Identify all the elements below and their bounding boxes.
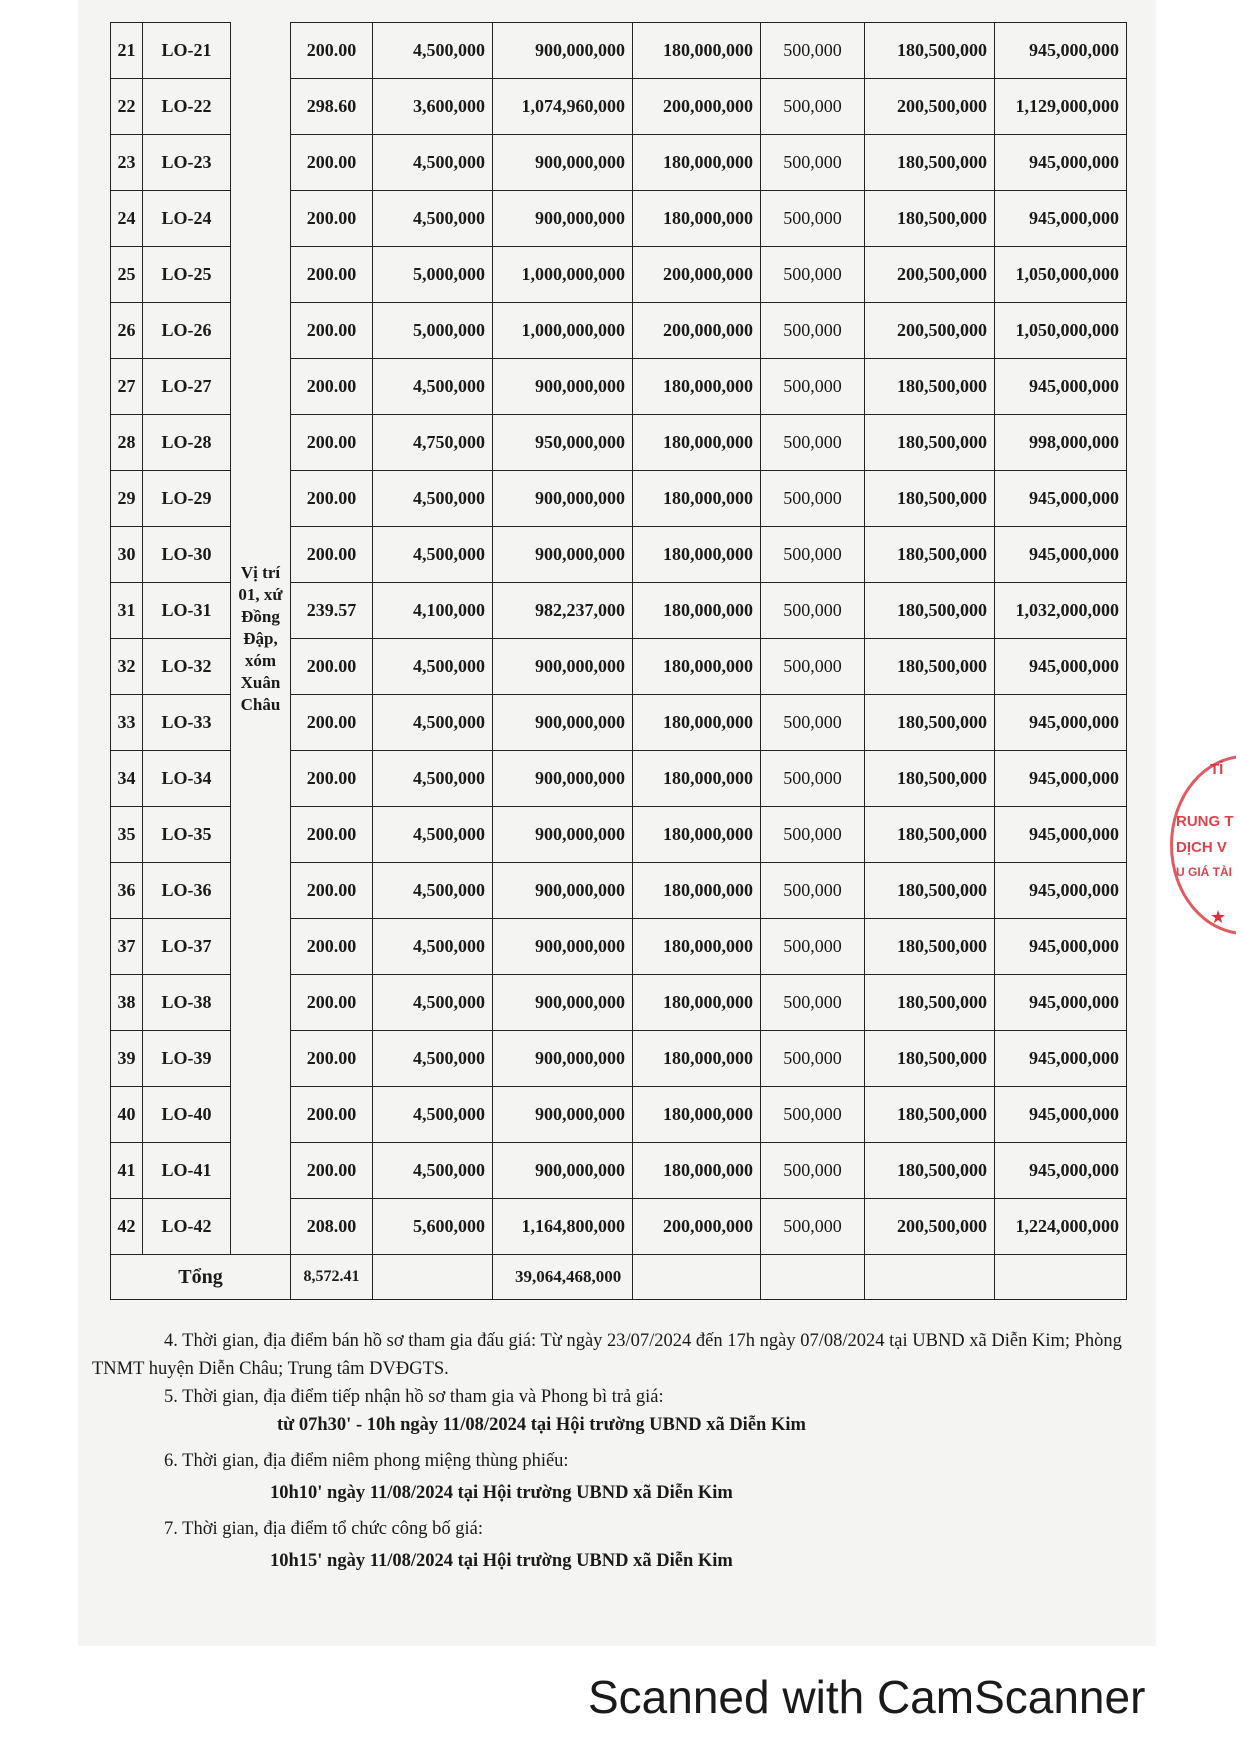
total-starting-price: 39,064,468,000 (493, 1255, 633, 1300)
lot-code: LO-33 (143, 695, 231, 751)
table-row (111, 191, 1127, 247)
location-cell (231, 1199, 291, 1255)
total-payable-cell: 200,500,000 (865, 1199, 995, 1255)
row-number: 34 (111, 751, 143, 807)
location-cell (231, 1087, 291, 1143)
land-tax-cell: 1,032,000,000 (995, 583, 1127, 639)
land-tax-cell: 1,050,000,000 (995, 247, 1127, 303)
location-cell (231, 135, 291, 191)
deposit-cell: 180,000,000 (633, 359, 761, 415)
area-cell: 200.00 (291, 1087, 373, 1143)
table-row (111, 863, 1127, 919)
table-row (111, 527, 1127, 583)
total-payable-cell: 180,500,000 (865, 639, 995, 695)
deposit-cell: 180,000,000 (633, 471, 761, 527)
location-cell (231, 975, 291, 1031)
note-4-text: 4. Thời gian, địa điểm bán hồ sơ tham gia đấu giá: Từ ngày 23/07/2024 đến 17h ngày 07/08/2024 tại UBND xã Diễn Kim; Phòng TNMT huyện Diễn Châu; Trung tâm DVĐGTS. (92, 1331, 1122, 1379)
table-row (111, 79, 1127, 135)
area-cell: 208.00 (291, 1199, 373, 1255)
deposit-cell: 200,000,000 (633, 1199, 761, 1255)
total-payable-cell: 180,500,000 (865, 975, 995, 1031)
location-line: Đồng (241, 606, 280, 626)
lot-code: LO-31 (143, 583, 231, 639)
land-tax-cell: 945,000,000 (995, 471, 1127, 527)
total-payable-cell: 180,500,000 (865, 359, 995, 415)
starting-price-cell: 900,000,000 (493, 527, 633, 583)
starting-price-cell: 900,000,000 (493, 919, 633, 975)
total-label: Tổng (111, 1255, 291, 1300)
land-tax-cell: 945,000,000 (995, 23, 1127, 79)
note-4 (92, 1327, 1132, 1383)
location-cell (231, 359, 291, 415)
row-number: 37 (111, 919, 143, 975)
deposit-cell: 180,000,000 (633, 751, 761, 807)
area-cell: 200.00 (291, 135, 373, 191)
unit-price-cell: 4,500,000 (373, 975, 493, 1031)
starting-price-cell: 900,000,000 (493, 695, 633, 751)
table-row (111, 471, 1127, 527)
location-cell (231, 527, 291, 751)
deposit-cell: 180,000,000 (633, 919, 761, 975)
dossier-fee-cell: 500,000 (761, 79, 865, 135)
land-tax-cell: 945,000,000 (995, 863, 1127, 919)
area-cell: 200.00 (291, 863, 373, 919)
total-deposit (633, 1255, 761, 1300)
unit-price-cell: 3,600,000 (373, 79, 493, 135)
deposit-cell: 180,000,000 (633, 975, 761, 1031)
location-cell (231, 751, 291, 807)
starting-price-cell: 900,000,000 (493, 23, 633, 79)
starting-price-cell: 1,000,000,000 (493, 303, 633, 359)
location-cell (231, 863, 291, 919)
lot-code: LO-36 (143, 863, 231, 919)
dossier-fee-cell: 500,000 (761, 415, 865, 471)
row-number: 29 (111, 471, 143, 527)
dossier-fee-cell: 500,000 (761, 863, 865, 919)
starting-price-cell: 900,000,000 (493, 975, 633, 1031)
unit-price-cell: 4,500,000 (373, 1087, 493, 1143)
lot-table (110, 22, 1127, 1300)
total-payable-cell: 180,500,000 (865, 1143, 995, 1199)
area-cell: 200.00 (291, 807, 373, 863)
total-payable-cell: 180,500,000 (865, 863, 995, 919)
starting-price-cell: 982,237,000 (493, 583, 633, 639)
lot-code: LO-21 (143, 23, 231, 79)
deposit-cell: 180,000,000 (633, 527, 761, 583)
land-tax-cell: 945,000,000 (995, 807, 1127, 863)
deposit-cell: 180,000,000 (633, 191, 761, 247)
table-row (111, 359, 1127, 415)
row-number: 39 (111, 1031, 143, 1087)
star-icon: ★ (1210, 907, 1227, 927)
deposit-cell: 180,000,000 (633, 695, 761, 751)
land-tax-cell: 1,050,000,000 (995, 303, 1127, 359)
row-number: 33 (111, 695, 143, 751)
total-land-tax (995, 1255, 1127, 1300)
total-payable-cell: 180,500,000 (865, 751, 995, 807)
total-payable-cell: 180,500,000 (865, 191, 995, 247)
stamp-text: DỊCH V (1176, 839, 1227, 856)
dossier-fee-cell: 500,000 (761, 975, 865, 1031)
table-row (111, 807, 1127, 863)
unit-price-cell: 4,500,000 (373, 863, 493, 919)
area-cell: 200.00 (291, 751, 373, 807)
land-tax-cell: 945,000,000 (995, 639, 1127, 695)
total-payable-cell: 180,500,000 (865, 1031, 995, 1087)
dossier-fee-cell: 500,000 (761, 807, 865, 863)
unit-price-cell: 5,000,000 (373, 303, 493, 359)
unit-price-cell: 4,500,000 (373, 471, 493, 527)
lot-code: LO-27 (143, 359, 231, 415)
lot-code: LO-34 (143, 751, 231, 807)
deposit-cell: 180,000,000 (633, 807, 761, 863)
unit-price-cell: 4,500,000 (373, 135, 493, 191)
stamp-text: U GIÁ TÀI (1176, 865, 1232, 879)
total-area: 8,572.41 (291, 1255, 373, 1300)
dossier-fee-cell: 500,000 (761, 471, 865, 527)
note-7: 7. Thời gian, địa điểm tổ chức công bố giá: (164, 1519, 483, 1539)
land-tax-cell: 945,000,000 (995, 1143, 1127, 1199)
dossier-fee-cell: 500,000 (761, 1031, 865, 1087)
dossier-fee-cell: 500,000 (761, 583, 865, 639)
deposit-cell: 180,000,000 (633, 1087, 761, 1143)
location-line: 01, xứ (238, 584, 283, 604)
lot-code: LO-35 (143, 807, 231, 863)
dossier-fee-cell: 500,000 (761, 1087, 865, 1143)
total-payable-cell: 180,500,000 (865, 919, 995, 975)
unit-price-cell: 4,500,000 (373, 751, 493, 807)
unit-price-cell: 4,500,000 (373, 191, 493, 247)
location-line: xóm (244, 650, 277, 670)
land-tax-cell: 945,000,000 (995, 527, 1127, 583)
table-row (111, 415, 1127, 471)
land-tax-cell: 998,000,000 (995, 415, 1127, 471)
row-number: 27 (111, 359, 143, 415)
starting-price-cell: 900,000,000 (493, 807, 633, 863)
unit-price-cell: 4,500,000 (373, 23, 493, 79)
note-6: 6. Thời gian, địa điểm niêm phong miệng thùng phiếu: (164, 1451, 569, 1471)
total-payable-cell: 180,500,000 (865, 695, 995, 751)
row-number: 30 (111, 527, 143, 583)
land-tax-cell: 945,000,000 (995, 359, 1127, 415)
dossier-fee-cell: 500,000 (761, 527, 865, 583)
area-cell: 298.60 (291, 79, 373, 135)
lot-code: LO-40 (143, 1087, 231, 1143)
unit-price-cell: 4,100,000 (373, 583, 493, 639)
lot-code: LO-38 (143, 975, 231, 1031)
area-cell: 200.00 (291, 639, 373, 695)
total-payable-cell: 180,500,000 (865, 527, 995, 583)
total-payable-cell: 180,500,000 (865, 415, 995, 471)
lot-code: LO-39 (143, 1031, 231, 1087)
starting-price-cell: 950,000,000 (493, 415, 633, 471)
starting-price-cell: 900,000,000 (493, 1031, 633, 1087)
note-5: 5. Thời gian, địa điểm tiếp nhận hồ sơ tham gia và Phong bì trả giá: (164, 1387, 664, 1407)
location-cell (231, 807, 291, 863)
row-number: 41 (111, 1143, 143, 1199)
total-payable-cell: 180,500,000 (865, 23, 995, 79)
lot-code: LO-28 (143, 415, 231, 471)
table-row (111, 247, 1127, 303)
location-cell (231, 919, 291, 975)
note-6-detail: 10h10' ngày 11/08/2024 tại Hội trường UBND xã Diễn Kim (270, 1483, 733, 1503)
area-cell: 200.00 (291, 527, 373, 583)
note-7-detail: 10h15' ngày 11/08/2024 tại Hội trường UBND xã Diễn Kim (270, 1551, 733, 1571)
area-cell: 200.00 (291, 1031, 373, 1087)
row-number: 40 (111, 1087, 143, 1143)
land-tax-cell: 945,000,000 (995, 135, 1127, 191)
note-5-detail: từ 07h30' - 10h ngày 11/08/2024 tại Hội trường UBND xã Diễn Kim (277, 1415, 806, 1435)
land-tax-cell: 1,129,000,000 (995, 79, 1127, 135)
starting-price-cell: 1,164,800,000 (493, 1199, 633, 1255)
deposit-cell: 180,000,000 (633, 639, 761, 695)
area-cell: 200.00 (291, 975, 373, 1031)
row-number: 35 (111, 807, 143, 863)
location-cell (231, 415, 291, 471)
total-payable-cell: 200,500,000 (865, 79, 995, 135)
row-number: 28 (111, 415, 143, 471)
row-number: 36 (111, 863, 143, 919)
row-number: 24 (111, 191, 143, 247)
location-line: Châu (240, 694, 281, 714)
total-payable-cell: 200,500,000 (865, 247, 995, 303)
lot-code: LO-26 (143, 303, 231, 359)
table-row (111, 751, 1127, 807)
unit-price-cell: 4,500,000 (373, 639, 493, 695)
dossier-fee-cell: 500,000 (761, 751, 865, 807)
unit-price-cell: 5,600,000 (373, 1199, 493, 1255)
deposit-cell: 180,000,000 (633, 23, 761, 79)
dossier-fee-cell: 500,000 (761, 23, 865, 79)
total-dossier-fee (761, 1255, 865, 1300)
lot-code: LO-41 (143, 1143, 231, 1199)
land-tax-cell: 945,000,000 (995, 975, 1127, 1031)
deposit-cell: 180,000,000 (633, 583, 761, 639)
dossier-fee-cell: 500,000 (761, 1199, 865, 1255)
total-payable-cell: 200,500,000 (865, 303, 995, 359)
stamp-text: TỈ (1210, 761, 1224, 778)
unit-price-cell: 4,500,000 (373, 919, 493, 975)
starting-price-cell: 900,000,000 (493, 191, 633, 247)
area-cell: 200.00 (291, 919, 373, 975)
starting-price-cell: 900,000,000 (493, 471, 633, 527)
dossier-fee-cell: 500,000 (761, 1143, 865, 1199)
deposit-cell: 180,000,000 (633, 415, 761, 471)
table-row (111, 1199, 1127, 1255)
total-payable-cell: 180,500,000 (865, 135, 995, 191)
row-number: 38 (111, 975, 143, 1031)
deposit-cell: 200,000,000 (633, 79, 761, 135)
unit-price-cell: 4,500,000 (373, 359, 493, 415)
table-row (111, 975, 1127, 1031)
deposit-cell: 180,000,000 (633, 1143, 761, 1199)
starting-price-cell: 1,000,000,000 (493, 247, 633, 303)
land-tax-cell: 1,224,000,000 (995, 1199, 1127, 1255)
table-row (111, 1031, 1127, 1087)
area-cell: 239.57 (291, 583, 373, 639)
location-cell (231, 303, 291, 359)
total-unit-price (373, 1255, 493, 1300)
dossier-fee-cell: 500,000 (761, 359, 865, 415)
area-cell: 200.00 (291, 23, 373, 79)
lot-code: LO-42 (143, 1199, 231, 1255)
deposit-cell: 200,000,000 (633, 247, 761, 303)
starting-price-cell: 900,000,000 (493, 135, 633, 191)
lot-code: LO-25 (143, 247, 231, 303)
starting-price-cell: 900,000,000 (493, 639, 633, 695)
row-number: 42 (111, 1199, 143, 1255)
unit-price-cell: 4,750,000 (373, 415, 493, 471)
total-row (111, 1255, 1127, 1300)
row-number: 21 (111, 23, 143, 79)
land-tax-cell: 945,000,000 (995, 1031, 1127, 1087)
dossier-fee-cell: 500,000 (761, 639, 865, 695)
lot-code: LO-32 (143, 639, 231, 695)
row-number: 22 (111, 79, 143, 135)
starting-price-cell: 900,000,000 (493, 1087, 633, 1143)
area-cell: 200.00 (291, 415, 373, 471)
lot-code: LO-22 (143, 79, 231, 135)
total-payable-cell: 180,500,000 (865, 1087, 995, 1143)
table-row (111, 919, 1127, 975)
table-row (111, 303, 1127, 359)
dossier-fee-cell: 500,000 (761, 247, 865, 303)
lot-code: LO-24 (143, 191, 231, 247)
location-line: Xuân (240, 672, 281, 692)
dossier-fee-cell: 500,000 (761, 191, 865, 247)
unit-price-cell: 4,500,000 (373, 1031, 493, 1087)
unit-price-cell: 4,500,000 (373, 695, 493, 751)
lot-code: LO-29 (143, 471, 231, 527)
deposit-cell: 180,000,000 (633, 863, 761, 919)
area-cell: 200.00 (291, 247, 373, 303)
starting-price-cell: 900,000,000 (493, 751, 633, 807)
location-cell (231, 79, 291, 135)
total-payable-cell: 180,500,000 (865, 471, 995, 527)
total-payable-cell: 180,500,000 (865, 583, 995, 639)
location-cell (231, 471, 291, 527)
area-cell: 200.00 (291, 303, 373, 359)
total-payable (865, 1255, 995, 1300)
unit-price-cell: 4,500,000 (373, 807, 493, 863)
deposit-cell: 200,000,000 (633, 303, 761, 359)
land-tax-cell: 945,000,000 (995, 1087, 1127, 1143)
table-row (111, 1087, 1127, 1143)
total-payable-cell: 180,500,000 (865, 807, 995, 863)
unit-price-cell: 5,000,000 (373, 247, 493, 303)
camscanner-watermark: Scanned with CamScanner (588, 1671, 1146, 1723)
red-seal-stamp (1170, 755, 1236, 935)
table-row (111, 1143, 1127, 1199)
location-line: Đập, (243, 628, 278, 648)
starting-price-cell: 900,000,000 (493, 359, 633, 415)
lot-code: LO-23 (143, 135, 231, 191)
stamp-text: RUNG T (1176, 813, 1234, 830)
location-cell (231, 1143, 291, 1199)
dossier-fee-cell: 500,000 (761, 919, 865, 975)
dossier-fee-cell: 500,000 (761, 695, 865, 751)
land-tax-cell: 945,000,000 (995, 919, 1127, 975)
row-number: 23 (111, 135, 143, 191)
land-tax-cell: 945,000,000 (995, 751, 1127, 807)
location-cell (231, 191, 291, 247)
land-tax-cell: 945,000,000 (995, 191, 1127, 247)
unit-price-cell: 4,500,000 (373, 527, 493, 583)
dossier-fee-cell: 500,000 (761, 135, 865, 191)
location-line: Vị trí (240, 562, 281, 582)
starting-price-cell: 1,074,960,000 (493, 79, 633, 135)
table-row (111, 135, 1127, 191)
area-cell: 200.00 (291, 695, 373, 751)
row-number: 26 (111, 303, 143, 359)
table-row (111, 23, 1127, 79)
row-number: 25 (111, 247, 143, 303)
location-cell (231, 247, 291, 303)
starting-price-cell: 900,000,000 (493, 863, 633, 919)
starting-price-cell: 900,000,000 (493, 1143, 633, 1199)
area-cell: 200.00 (291, 359, 373, 415)
dossier-fee-cell: 500,000 (761, 303, 865, 359)
unit-price-cell: 4,500,000 (373, 1143, 493, 1199)
area-cell: 200.00 (291, 471, 373, 527)
notes-section (92, 1327, 1132, 1575)
deposit-cell: 180,000,000 (633, 135, 761, 191)
row-number: 32 (111, 639, 143, 695)
lot-code: LO-30 (143, 527, 231, 583)
deposit-cell: 180,000,000 (633, 1031, 761, 1087)
location-cell (231, 23, 291, 79)
location-cell (231, 1031, 291, 1087)
area-cell: 200.00 (291, 191, 373, 247)
land-tax-cell: 945,000,000 (995, 695, 1127, 751)
lot-code: LO-37 (143, 919, 231, 975)
row-number: 31 (111, 583, 143, 639)
area-cell: 200.00 (291, 1143, 373, 1199)
